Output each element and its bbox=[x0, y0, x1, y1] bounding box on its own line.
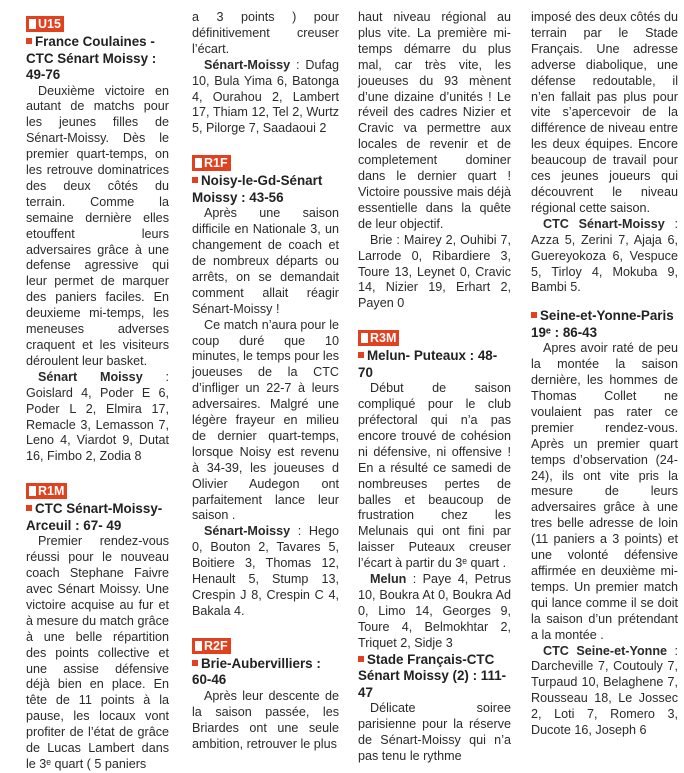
scorers-list bbox=[192, 58, 339, 138]
bullet-icon bbox=[358, 352, 364, 358]
section-spacer bbox=[358, 312, 511, 324]
scorers-list bbox=[358, 572, 511, 652]
article-paragraph-continued: haut niveau régional au plus vite. La première mi-temps démarre du plus mal, car très vite, les joueuses du 93 mènent d’une dizaine d’unités ! Le réveil des cadres Nizier et Cravic va permettre aux locales de revenir et de completement dominer dans le dernier quart ! Victoire poussive mais déjà essentielle dans la quête de leur objectif. bbox=[358, 10, 511, 231]
match-headline-text: Stade Français-CTC Sénart Moissy (2) : 111-47 bbox=[358, 651, 507, 700]
match-headline bbox=[358, 348, 511, 381]
team-name: Sénart Moissy bbox=[38, 369, 143, 384]
article-paragraph: Deuxième victoire en autant de matchs pour les jeunes filles de Sénart-Moissy. Dès le premier quart-temps, on les retrouve dominatrices des deux côtés du terrain. Comme la semaine dernière elles etouffent leurs adversaires grâce à une defense agressive qui leur permet de marquer des paniers faciles. En deuxieme mi-temps, les meneuses adverses craquent et les visiteurs déroulent leur basket. bbox=[26, 83, 169, 368]
match-headline bbox=[26, 501, 169, 534]
bullet-icon bbox=[192, 177, 198, 183]
bullet-icon bbox=[358, 656, 364, 662]
article-paragraph: Premier rendez-vous réussi pour le nouveau coach Stephane Faivre avec Sénart Moissy. Une victoire acquise au fur et à mesure du match grâce à une belle répartition des points collective et une assise défensive déjà bien en place. En tête de 11 points à la pause, les locaux vont profiter de l’état de grâce de Lucas Lambert dans le 3ᵉ quart ( 5 paniers bbox=[26, 534, 169, 771]
match-headline bbox=[192, 173, 339, 206]
square-icon bbox=[195, 641, 202, 651]
bullet-icon bbox=[26, 505, 32, 511]
match-headline bbox=[358, 652, 511, 702]
match-headline bbox=[192, 656, 339, 689]
match-headline-text: CTC Sénart-Moissy-Arceuil : 67- 49 bbox=[26, 501, 163, 533]
article-paragraph: Apres avoir raté de peu la montée la saison dernière, les hommes de Thomas Collet ne voulaient pas rater ce premier rendez-vous. Après un premier quart temps d’observation (24-24), ils ont vite pris la mesure de leurs adversaires grâce à une tres belle adresse de loin (11 paniers a 3 points) et une volonté défensive affirmée en deuxième mi-temps. Un premier match qui lance comme il se doit la saison d’un prétendant a la montée . bbox=[531, 341, 678, 642]
square-icon bbox=[29, 19, 36, 29]
scorers-list bbox=[192, 524, 339, 619]
division-tag bbox=[358, 330, 399, 346]
team-name: Sénart-Moissy bbox=[204, 524, 291, 539]
section-spacer bbox=[192, 137, 339, 149]
bullet-icon bbox=[531, 312, 537, 318]
match-headline-text: Noisy-le-Gd-Sénart Moissy : 43-56 bbox=[192, 173, 323, 205]
square-icon bbox=[29, 486, 36, 496]
scorers-list bbox=[531, 644, 678, 739]
article-paragraph: Début de saison compliqué pour le club préfectoral qui n’a pas encore trouvé de cohésion ni défensive, ni offensive ! En a résulté ce samedi de nombreuses pertes de balles et beaucoup de frustration chez les Melunais qui ont fini par laisser Puteaux creuser l’écart à partir du 3ᵉ quart . bbox=[358, 381, 511, 571]
division-tag-row bbox=[192, 632, 339, 656]
player-points: : Azza 5, Zerini 7, Ajaja 6, Guereyokoza 6, Vespuce 5, Tirloy 4, Mokuba 9, Bambi 5. bbox=[531, 216, 678, 295]
division-tag-label: R1F bbox=[204, 156, 228, 171]
match-headline-text: Melun- Puteaux : 48-70 bbox=[358, 348, 498, 380]
bullet-icon bbox=[26, 38, 32, 44]
column-3 bbox=[345, 0, 517, 763]
player-points: Brie : Mairey 2, Ouhibi 7, Larrode 0, Ribardiere 3, Toure 13, Leynet 0, Cravic 14, Nizier 19, Erhart 2, Payen 0 bbox=[358, 232, 511, 311]
article-paragraph-continued: a 3 points ) pour définitivement creuser l’écart. bbox=[192, 10, 339, 56]
article-paragraph-continued: imposé des deux côtés du terrain par le Stade Français. Une adresse adverse diabolique, une défense redoutable, il n’en fallait pas plus pour vite s’apercevoir de la différence de niveau entre les deux équipes. Encore beaucoup de travail pour ces jeunes joueurs qui découvrent le niveau régional cette saison. bbox=[531, 10, 678, 215]
division-tag bbox=[192, 638, 231, 654]
division-tag bbox=[26, 483, 67, 499]
division-tag bbox=[192, 155, 231, 171]
division-tag-row bbox=[26, 10, 169, 34]
section-spacer bbox=[531, 296, 678, 308]
team-name: CTC Seine-et-Yonne bbox=[543, 643, 668, 658]
division-tag-label: R1M bbox=[38, 484, 65, 499]
player-points: : Hego 0, Bouton 2, Tavares 5, Boitiere 3, Thomas 12, Henault 5, Stump 13, Crespin J 8, Crespin C 4, Bakala 4. bbox=[192, 524, 339, 618]
match-headline bbox=[26, 34, 169, 84]
player-points: : Darcheville 7, Coutouly 7, Turpaud 10, Belaghene 7, Rousseau 18, Le Jossec 2, Loti 7, Romero 3, Ducote 16, Joseph 6 bbox=[531, 643, 678, 738]
section-spacer bbox=[192, 620, 339, 632]
scorers-list bbox=[358, 233, 511, 313]
article-paragraph: Délicate soiree parisienne pour la réserve de Sénart-Moissy qui n’a pas tenu le rythme bbox=[358, 701, 511, 763]
column-1 bbox=[0, 0, 175, 771]
section-spacer bbox=[26, 465, 169, 477]
player-points: : Goislard 4, Poder E 6, Poder L 2, Elmira 17, Remacle 3, Lemasson 7, Leno 4, Viardot 9, Dutat 16, Fimbo 2, Zodia 8 bbox=[26, 369, 170, 464]
scorers-list bbox=[26, 370, 169, 465]
team-name: Sénart-Moissy bbox=[204, 57, 291, 72]
article-paragraph: Après leur descente de la saison passée, les Briardes ont une seule ambition, retrouver le plus bbox=[192, 688, 339, 751]
square-icon bbox=[361, 333, 368, 343]
team-name: Melun bbox=[370, 572, 407, 587]
division-tag-label: R3M bbox=[370, 331, 397, 346]
match-headline bbox=[531, 308, 678, 341]
division-tag-row bbox=[192, 149, 339, 173]
division-tag-row bbox=[26, 477, 169, 501]
player-points: : Dufag 10, Bula Yima 6, Batonga 4, Ourahou 2, Lambert 17, Thiam 12, Tel 2, Wurtz 5, Pilorge 7, Saadaoui 2 bbox=[192, 57, 339, 136]
division-tag-label: R2F bbox=[204, 638, 228, 653]
scorers-list bbox=[531, 217, 678, 297]
column-4 bbox=[517, 0, 684, 738]
match-headline-text: Brie-Aubervilliers : 60-46 bbox=[192, 655, 321, 688]
article-paragraph: Ce match n’aura pour le coup duré que 10 minutes, le temps pour les joueuses de la CTC d’infliger un 22-7 à leurs adversaires. Malgré une légère frayeur en milieu de dernier quart-temps, lorsque Noisy est revenu à 34-39, les joueuses d Olivier Audegon ont parfaitement lance leur saison . bbox=[192, 317, 339, 523]
bullet-icon bbox=[192, 660, 198, 666]
team-name: CTC Sénart-Moissy bbox=[543, 216, 665, 231]
division-tag-label: U15 bbox=[38, 17, 61, 31]
square-icon bbox=[195, 158, 202, 168]
division-tag-row bbox=[358, 324, 511, 348]
division-tag bbox=[26, 16, 64, 32]
player-points: : Paye 4, Petrus 10, Boukra At 0, Boukra Ad 0, Limo 14, Georges 9, Toure 4, Belmokhtar 2, Triquet 2, Sidje 3 bbox=[358, 572, 511, 650]
match-headline-text: Seine-et-Yonne-Paris 19ᵉ : 86-43 bbox=[531, 308, 674, 340]
column-2 bbox=[175, 0, 345, 751]
article-paragraph: Après une saison difficile en Nationale 3, un changement de coach et de nombreux départs ou arrêts, on se demandait comment allait réagir Sénart-Moissy ! bbox=[192, 206, 339, 316]
match-headline-text: France Coulaines - CTC Sénart Moissy : 49-76 bbox=[26, 34, 157, 82]
